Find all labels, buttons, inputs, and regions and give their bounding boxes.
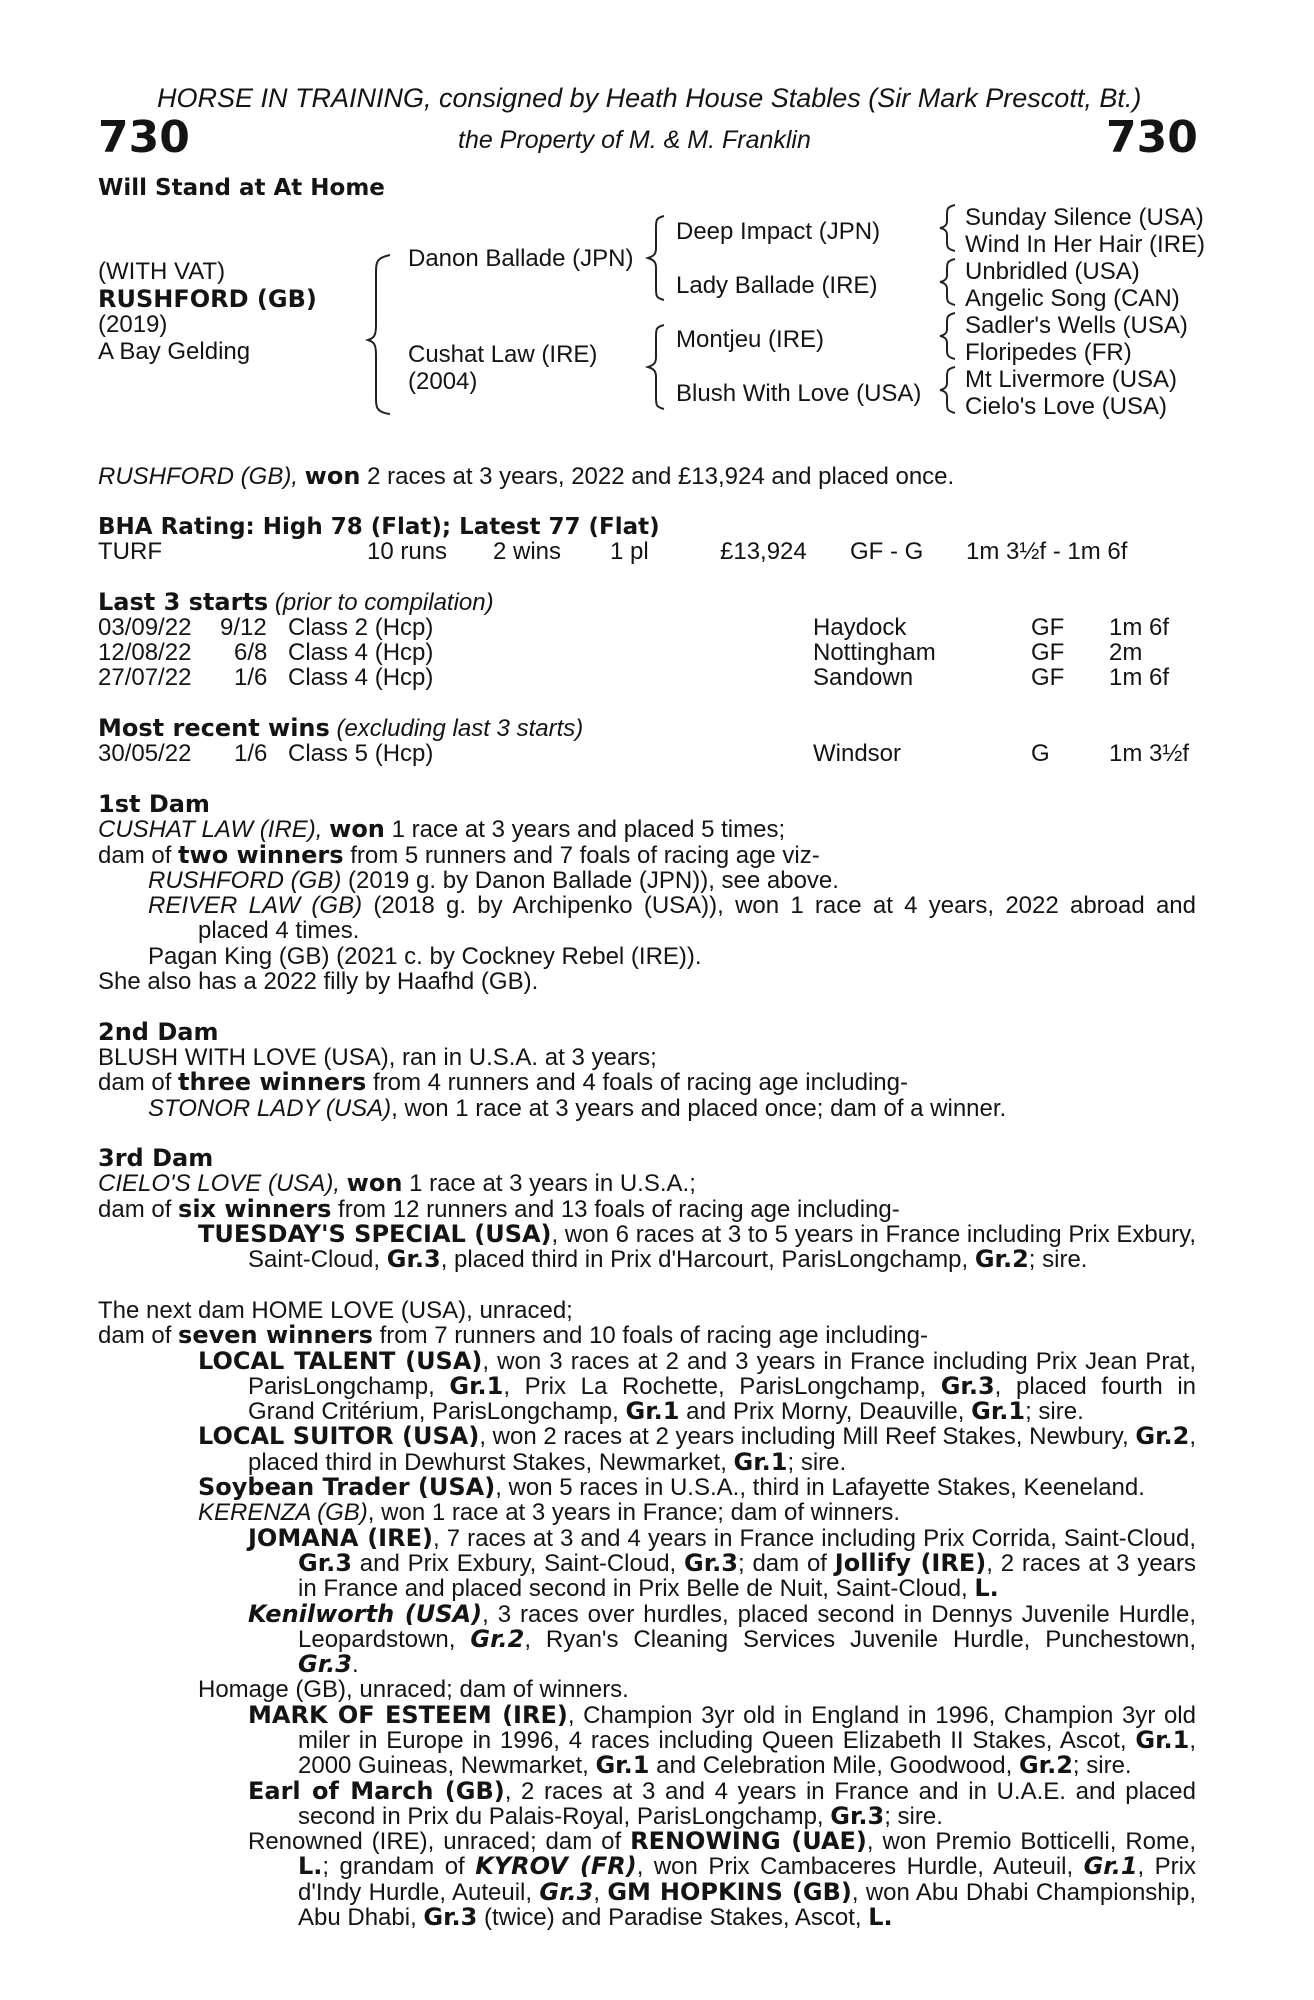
earl-of-march-entry	[98, 1776, 1196, 1830]
produce-text: , won Abu Dhabi Championship, Abu Dhabi,	[298, 1878, 1196, 1932]
dam1-produce-3: Pagan King (GB) (2021 c. by Cockney Rebel (IRE)).	[148, 942, 702, 970]
ggdam-6: Floripedes (FR)	[965, 339, 1132, 366]
start-row-course: Haydock	[813, 614, 907, 641]
produce-text: , 2 races at 3 years in France and placed second in Prix Belle de Nuit, Saint-Cloud,	[298, 1549, 1197, 1603]
start-row-class: Class 4 (Hcp)	[288, 639, 434, 666]
start-row-date: 27/07/22	[98, 664, 192, 691]
property-line: the Property of M. & M. Franklin	[458, 126, 811, 154]
brace-g34	[940, 259, 955, 305]
win-row-class: Class 5 (Hcp)	[288, 740, 434, 767]
soybean-trader-entry	[98, 1475, 1196, 1500]
win-row-dist: 1m 3½f	[1109, 740, 1190, 767]
produce-name: MARK OF ESTEEM (IRE)	[248, 1700, 568, 1729]
brace-g78	[940, 367, 955, 413]
ggdam-2: Wind In Her Hair (IRE)	[965, 231, 1206, 258]
produce-text: , won 3 races at 2 and 3 years in France including Prix Jean Prat, ParisLongchamp,	[248, 1347, 1196, 1400]
produce-text: , placed third in Dewhurst Stakes, Newmarket,	[248, 1423, 1196, 1476]
dam2-runners: from 4 runners and 4 foals of racing age including-	[373, 1069, 908, 1097]
recent-wins-heading	[98, 716, 583, 741]
grade: Gr.3	[830, 1801, 885, 1830]
homage-entry: Homage (GB), unraced; dam of winners.	[198, 1676, 629, 1704]
recent-wins-title: Most recent wins	[98, 714, 330, 742]
rating-wins: 2 wins	[493, 538, 562, 565]
race-summary	[98, 464, 954, 489]
produce-text: , placed third in Prix d'Harcourt, ParisLongchamp,	[440, 1246, 969, 1274]
dam1-name: CUSHAT LAW (IRE),	[98, 816, 323, 844]
summary-horse-name: RUSHFORD (GB),	[98, 463, 298, 490]
kerenza-entry	[98, 1500, 1196, 1525]
grade: Gr.1	[625, 1397, 680, 1426]
horse-year: (2019)	[98, 311, 168, 338]
brace-level1	[368, 255, 390, 414]
dam-year: (2004)	[408, 368, 478, 395]
brace-dam	[648, 325, 664, 409]
dam1-note: She also has a 2022 filly by Haafhd (GB).	[98, 968, 539, 996]
dam-sire: Montjeu (IRE)	[676, 326, 825, 353]
win-row-date: 30/05/22	[98, 740, 192, 767]
grade: Gr.1	[1135, 1725, 1190, 1754]
grade: Gr.3	[386, 1245, 441, 1274]
grade: Gr.3	[423, 1903, 478, 1932]
produce-name: REIVER LAW (GB)	[148, 892, 363, 920]
produce-name: LOCAL SUITOR (USA)	[198, 1422, 480, 1451]
dam3-winners: six winners	[178, 1194, 332, 1223]
grade: L.	[974, 1574, 999, 1603]
dam3-name: CIELO'S LOVE (USA),	[98, 1170, 340, 1198]
produce-text: ; grandam of	[322, 1853, 465, 1881]
ggdam-8: Cielo's Love (USA)	[965, 393, 1167, 420]
start-row-dist: 1m 6f	[1109, 614, 1170, 641]
produce-name: STONOR LADY (USA)	[148, 1094, 392, 1122]
dam2-line1: BLUSH WITH LOVE (USA), ran in U.S.A. at 3 years;	[98, 1043, 657, 1071]
rating-going: GF - G	[850, 538, 924, 565]
grade: Gr.1	[733, 1447, 788, 1476]
start-row-pos: 9/12	[220, 614, 267, 641]
dam2-winners: three winners	[178, 1068, 367, 1097]
produce-text: , won 2 races at 2 years including Mill Reef Stakes, Newbury,	[479, 1423, 1129, 1451]
dam1-won: won	[329, 815, 385, 844]
summary-text: 2 races at 3 years, 2022 and £13,924 and placed once.	[367, 463, 955, 490]
produce-text: , 7 races at 3 and 4 years in France including Prix Corrida, Saint-Cloud,	[432, 1524, 1197, 1552]
dam1-title: 1st Dam	[98, 790, 210, 818]
start-row-class: Class 2 (Hcp)	[288, 614, 434, 641]
produce-text: , Prix d'Indy Hurdle, Auteuil,	[298, 1853, 1196, 1906]
grade: Gr.2	[1018, 1751, 1073, 1780]
produce-name: Kenilworth (USA)	[248, 1599, 483, 1628]
kenilworth-entry	[98, 1599, 1197, 1679]
brace-sire	[648, 216, 664, 300]
produce-text: ; sire.	[1028, 1246, 1088, 1274]
rating-prize: £13,924	[720, 538, 807, 565]
produce-text: , Ryan's Cleaning Services Juvenile Hurdle, Punchestown,	[524, 1625, 1197, 1653]
family-section	[98, 792, 1196, 1930]
win-row-course: Windsor	[813, 740, 902, 767]
grade: Gr.1	[449, 1371, 504, 1400]
renowned-entry	[98, 1829, 1196, 1930]
start-row-date: 12/08/22	[98, 639, 192, 666]
produce-name: LOCAL TALENT (USA)	[198, 1346, 483, 1375]
dam1-winners: two winners	[178, 840, 344, 869]
produce-text: , 2000 Guineas, Newmarket,	[298, 1726, 1196, 1780]
dam2-produce-1	[98, 1096, 1196, 1121]
last-starts-heading	[98, 590, 494, 615]
grade: Gr.3	[940, 1371, 995, 1400]
produce-text: , won 6 races at 3 to 5 years in France including Prix Exbury, Saint-Cloud,	[248, 1221, 1196, 1274]
start-row-class: Class 4 (Hcp)	[288, 664, 434, 691]
start-row-going: GF	[1031, 614, 1065, 641]
produce-text: , Champion 3yr old in England in 1996, Champion 3yr old miler in Europe in 1996, 4 races including Queen Elizabeth II Stakes, Ascot,	[298, 1701, 1196, 1754]
dam1-runners: from 5 runners and 7 foals of racing age viz-	[350, 841, 820, 869]
start-row-pos: 1/6	[234, 664, 268, 691]
next-dam-line1: The next dam HOME LOVE (USA), unraced;	[98, 1296, 573, 1324]
grade: Gr.1	[1083, 1852, 1138, 1881]
consignor-line: HORSE IN TRAINING, consigned by Heath House Stables (Sir Mark Prescott, Bt.)	[157, 83, 1142, 113]
produce-text: and Prix Exbury, Saint-Cloud,	[359, 1549, 677, 1577]
grade: Gr.2	[974, 1245, 1029, 1274]
jomana-entry	[98, 1523, 1197, 1603]
dam1-record: 1 race at 3 years and placed 5 times;	[391, 816, 786, 844]
start-row-dist: 2m	[1109, 639, 1143, 666]
dam3-title: 3rd Dam	[98, 1144, 214, 1173]
produce-text: Renowned (IRE), unraced; dam of	[248, 1828, 622, 1856]
mark-of-esteem-entry	[98, 1700, 1196, 1780]
produce-text: (2018 g. by Archipenko (USA)), won 1 race at 4 years, 2022 abroad and placed 4 times.	[198, 892, 1196, 945]
next-dam-runners: from 7 runners and 10 foals of racing age including-	[379, 1322, 928, 1350]
produce-text: , won 5 races in U.S.A., third in Lafayette Stakes, Keeneland.	[495, 1474, 1145, 1502]
produce-text: , 3 races over hurdles, placed second in Dennys Juvenile Hurdle, Leopardstown,	[298, 1600, 1197, 1653]
dam-name: Cushat Law (IRE)	[408, 341, 598, 368]
stand-line: Will Stand at At Home	[98, 175, 385, 201]
produce-text: and Prix Morny, Deauville,	[686, 1398, 965, 1426]
horse-name: RUSHFORD (GB)	[98, 285, 317, 313]
start-row-course: Sandown	[813, 664, 914, 691]
grade: Gr.3	[539, 1877, 594, 1906]
recent-wins-note: (excluding last 3 starts)	[336, 715, 584, 742]
produce-name: KYROV (FR)	[475, 1852, 637, 1881]
summary-won: won	[304, 462, 361, 490]
grade: Gr.2	[470, 1624, 525, 1653]
vat-note: (WITH VAT)	[98, 258, 226, 285]
sire-dam: Lady Ballade (IRE)	[676, 272, 878, 299]
dam3-runners: from 12 runners and 13 foals of racing age including-	[338, 1195, 900, 1223]
dam1-damof: dam of	[98, 841, 172, 869]
dam1-line2	[98, 840, 1196, 869]
local-suitor-entry	[98, 1424, 1196, 1475]
produce-text: ,	[593, 1878, 600, 1906]
produce-text: ; sire.	[884, 1802, 943, 1830]
rating-surface: TURF	[98, 538, 162, 565]
produce-text: (2019 g. by Danon Ballade (JPN)), see above.	[348, 866, 839, 894]
produce-text: (twice) and Paradise Stakes, Ascot,	[484, 1904, 862, 1932]
ggsire-5: Sadler's Wells (USA)	[965, 312, 1188, 339]
ggsire-1: Sunday Silence (USA)	[965, 204, 1204, 231]
produce-text: , 2 races at 3 and 4 years in France and in U.A.E. and placed second in Prix du Palais-Royal, ParisLongchamp,	[298, 1777, 1196, 1830]
dam3-record: 1 race at 3 years in U.S.A.;	[409, 1170, 696, 1198]
start-row-pos: 6/8	[234, 639, 268, 666]
produce-text: , won Premio Botticelli, Rome,	[866, 1828, 1197, 1856]
produce-text: , Prix La Rochette, ParisLongchamp,	[503, 1372, 927, 1400]
grade: Gr.3	[298, 1548, 352, 1577]
brace-g12	[940, 205, 955, 251]
grade: Gr.1	[595, 1751, 650, 1780]
next-dam-winners: seven winners	[178, 1321, 373, 1350]
ggsire-3: Unbridled (USA)	[965, 258, 1140, 285]
grade: Gr.1	[971, 1397, 1026, 1426]
produce-name: JOMANA (IRE)	[248, 1523, 433, 1552]
rating-title: BHA Rating: High 78 (Flat); Latest 77 (Flat)	[98, 514, 660, 540]
last-starts-note: (prior to compilation)	[274, 589, 494, 616]
dam3-produce-1	[98, 1222, 1196, 1273]
win-row-going: G	[1031, 740, 1050, 767]
dam1-line1	[98, 817, 1196, 842]
produce-name: KERENZA (GB)	[198, 1499, 368, 1527]
dam2-title: 2nd Dam	[98, 1017, 219, 1046]
grade: Gr.2	[1135, 1422, 1190, 1451]
dam2-line2	[98, 1070, 1196, 1095]
rating-distance: 1m 3½f - 1m 6f	[966, 538, 1128, 565]
produce-text: ; dam of	[737, 1549, 827, 1577]
produce-name: Soybean Trader (USA)	[198, 1473, 496, 1502]
sire-name: Danon Ballade (JPN)	[408, 245, 634, 272]
produce-text: .	[351, 1651, 359, 1679]
produce-text: , won Prix Cambaceres Hurdle, Auteuil,	[636, 1853, 1074, 1881]
produce-text: ; sire.	[1072, 1752, 1132, 1780]
start-row-course: Nottingham	[813, 639, 936, 666]
dam3-won: won	[346, 1169, 403, 1198]
grade: Gr.3	[684, 1548, 738, 1577]
produce-text: , placed fourth in Grand Critérium, ParisLongchamp,	[248, 1372, 1197, 1426]
last-starts-title: Last 3 starts	[98, 588, 269, 616]
ggdam-4: Angelic Song (CAN)	[965, 285, 1180, 312]
start-row-going: GF	[1031, 639, 1065, 666]
next-dam-line2	[98, 1323, 1196, 1348]
produce-name: GM HOPKINS (GB)	[607, 1877, 852, 1906]
brace-g56	[940, 313, 955, 359]
start-row-going: GF	[1031, 664, 1065, 691]
produce-text: , won 1 race at 3 years in France; dam of winners.	[367, 1499, 901, 1527]
dam1-produce-2	[98, 893, 1196, 944]
produce-name: Jollify (IRE)	[834, 1548, 987, 1577]
ggsire-7: Mt Livermore (USA)	[965, 366, 1178, 393]
horse-description: A Bay Gelding	[98, 338, 251, 365]
rating-runs: 10 runs	[367, 538, 448, 565]
grade: L.	[298, 1852, 323, 1881]
produce-name: RUSHFORD (GB)	[148, 866, 342, 894]
dam3-line1	[98, 1171, 1196, 1196]
win-row-pos: 1/6	[234, 740, 268, 767]
dam-dam: Blush With Love (USA)	[676, 380, 922, 407]
produce-text: ; sire.	[787, 1448, 847, 1476]
produce-name: TUESDAY'S SPECIAL (USA)	[198, 1220, 552, 1249]
start-row-date: 03/09/22	[98, 614, 192, 641]
dam1-produce-1	[98, 868, 1196, 893]
produce-text: ; sire.	[1025, 1398, 1084, 1426]
produce-text: , won 1 race at 3 years and placed once; dam of a winner.	[391, 1094, 1007, 1122]
produce-text: and Celebration Mile, Goodwood,	[656, 1752, 1013, 1780]
local-talent-entry	[98, 1346, 1197, 1426]
dam2-damof: dam of	[98, 1069, 172, 1097]
produce-name: RENOWING (UAE)	[630, 1827, 867, 1856]
next-dam-damof: dam of	[98, 1322, 172, 1350]
lot-number-left: 730	[98, 112, 190, 163]
start-row-dist: 1m 6f	[1109, 664, 1170, 691]
rating-placed: 1 pl	[610, 538, 649, 565]
produce-name: Earl of March (GB)	[248, 1776, 505, 1805]
dam3-damof: dam of	[98, 1195, 172, 1223]
sire-sire: Deep Impact (JPN)	[676, 218, 881, 245]
grade: L.	[868, 1903, 893, 1932]
grade: Gr.3	[298, 1650, 352, 1679]
lot-number-right: 730	[1106, 112, 1198, 163]
dam3-line2	[98, 1194, 1196, 1223]
